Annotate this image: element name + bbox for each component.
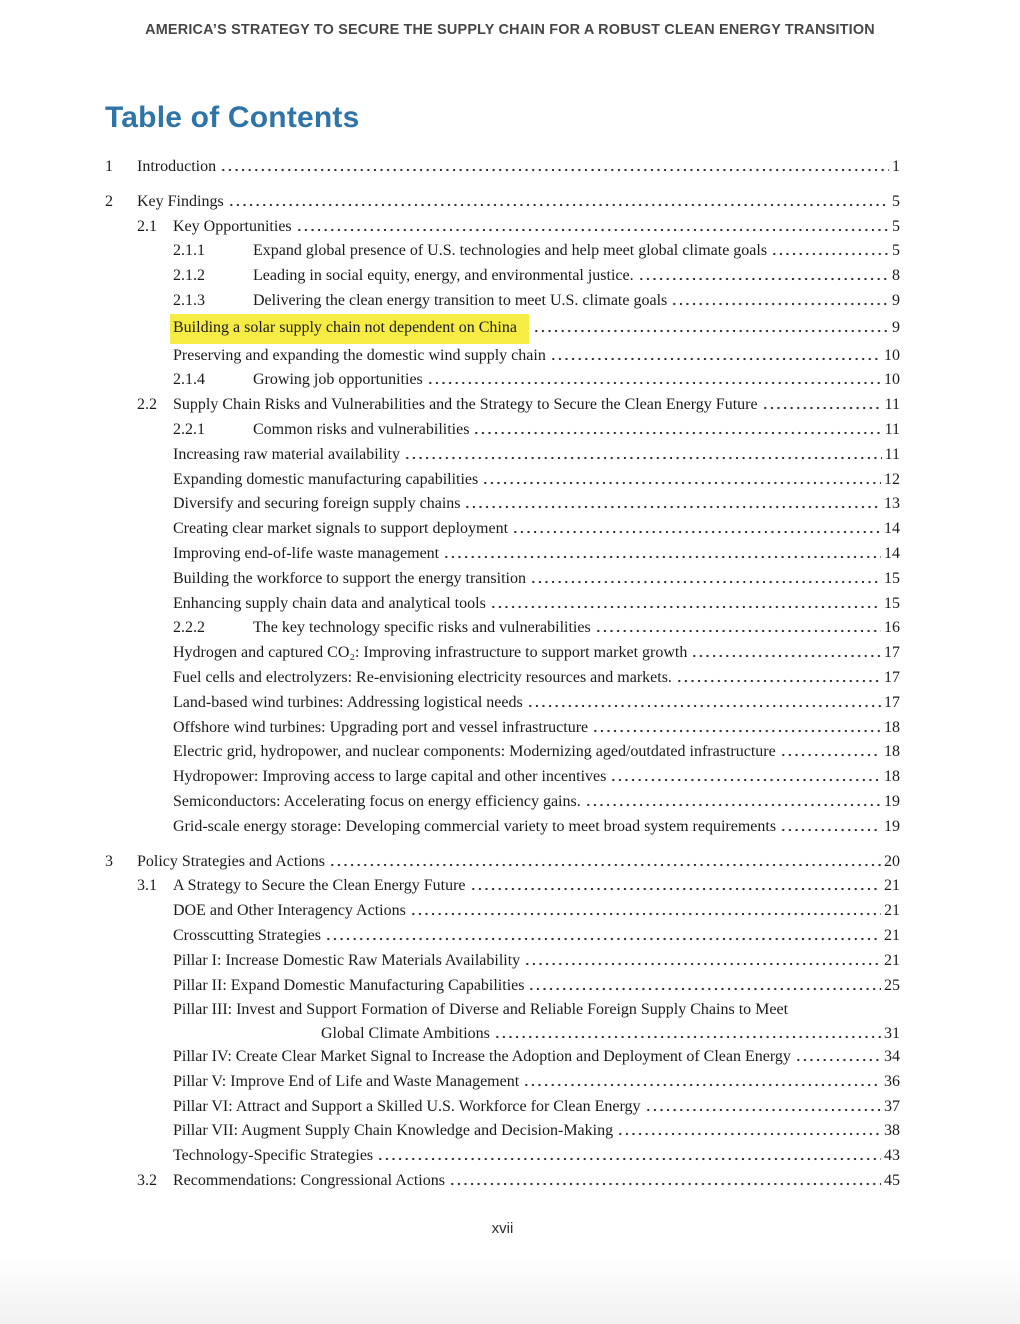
toc-entry-page: 34 (884, 1048, 900, 1066)
document-header-title: AMERICA’S STRATEGY TO SECURE THE SUPPLY CHAIN FOR A ROBUST CLEAN ENERGY TRANSITION (145, 21, 875, 38)
toc-entry[interactable] (105, 998, 900, 1045)
toc-entry-title: Electric grid, hydropower, and nuclear components: Modernizing aged/outdated infrastructure (173, 743, 776, 761)
toc-entry-page: 16 (884, 619, 900, 637)
toc-entry[interactable] (105, 974, 900, 999)
toc-entry[interactable] (105, 542, 900, 567)
toc-entry-title: Enhancing supply chain data and analytical tools (173, 594, 486, 612)
toc-entry[interactable] (105, 567, 900, 592)
toc-entry-page: 11 (884, 420, 900, 438)
dot-leader (220, 168, 889, 173)
toc-entry-page: 13 (884, 495, 900, 513)
toc-entry-page: 15 (884, 594, 900, 612)
toc-entry-number: 2.2 (137, 396, 157, 414)
toc-entry[interactable] (105, 592, 900, 617)
toc-entry[interactable] (105, 924, 900, 949)
toc-entry-title: Pillar I: Increase Domestic Raw Materials Availability (173, 951, 521, 969)
dot-leader (530, 579, 881, 584)
toc-entry-title: Recommendations: Congressional Actions (173, 1172, 445, 1190)
toc-entry-number: 2.2.2 (173, 619, 205, 637)
toc-entry[interactable] (105, 716, 900, 741)
dot-leader (494, 1035, 881, 1040)
toc-entry-title: Preserving and expanding the domestic wind supply chain (173, 346, 546, 364)
dot-leader (427, 381, 881, 386)
toc-entry-title: Key Opportunities (173, 217, 292, 235)
toc-entry-page: 31 (884, 1025, 900, 1043)
toc-entry[interactable] (105, 874, 900, 899)
toc-entry[interactable] (105, 393, 900, 418)
toc-entry[interactable] (105, 418, 900, 443)
toc-entry[interactable] (105, 616, 900, 641)
toc-entry-title-highlighted: Building a solar supply chain not dependent on China (170, 314, 529, 344)
toc-entry[interactable] (105, 949, 900, 974)
toc-entry[interactable] (105, 492, 900, 517)
toc-entry[interactable] (105, 740, 900, 765)
toc-entry-title: Leading in social equity, energy, and environmental justice. (253, 267, 634, 285)
dot-leader (676, 678, 881, 683)
toc-entry[interactable] (105, 1119, 900, 1144)
toc-entry-page: 5 (892, 217, 900, 235)
dot-leader (592, 728, 881, 733)
toc-entry-title: A Strategy to Secure the Clean Energy Future (173, 877, 466, 895)
toc-entry[interactable] (105, 815, 900, 840)
dot-leader (780, 753, 881, 758)
toc-entry-title: Expand global presence of U.S. technologies and help meet global climate goals (253, 242, 768, 260)
page-title: Table of Contents (105, 101, 360, 134)
toc-entry-title: Expanding domestic manufacturing capabilities (173, 470, 479, 488)
toc-entry[interactable] (105, 344, 900, 369)
dot-leader (470, 887, 881, 892)
dot-leader (464, 505, 881, 510)
dot-leader (617, 1132, 881, 1137)
dot-leader (449, 1182, 881, 1187)
toc-entry-page: 8 (892, 267, 900, 285)
toc-entry-page: 17 (884, 668, 900, 686)
toc-entry[interactable] (105, 517, 900, 542)
toc-entry-title: Grid-scale energy storage: Developing commercial variety to meet broad system requirements (173, 817, 777, 835)
page-number-label: xvii (491, 1220, 514, 1237)
dot-leader (762, 406, 882, 411)
toc-entry-number: 1 (105, 158, 113, 175)
toc-entry[interactable] (105, 215, 900, 240)
toc-entry[interactable] (105, 790, 900, 815)
dot-leader (533, 328, 889, 333)
toc-entry-number: 2.1.3 (173, 291, 205, 309)
toc-entry-page: 12 (884, 470, 900, 488)
toc-entry-page: 11 (884, 445, 900, 463)
toc-entry-title: Pillar II: Expand Domestic Manufacturing Capabilities (173, 976, 525, 994)
toc-entry-title: Creating clear market signals to support deployment (173, 520, 509, 538)
toc-entry-title: Offshore wind turbines: Upgrading port and vessel infrastructure (173, 718, 589, 736)
dot-leader (228, 202, 889, 207)
toc-entry-title: Semiconductors: Accelerating focus on energy efficiency gains. (173, 792, 581, 810)
toc-entry-title: Hydropower: Improving access to large capital and other incentives (173, 768, 607, 786)
toc-entry-page: 9 (892, 318, 900, 336)
toc-entry-page: 36 (884, 1072, 900, 1090)
toc-entry[interactable] (105, 765, 900, 790)
dot-leader (325, 936, 881, 941)
toc-entry-page: 21 (884, 877, 900, 895)
toc-entry-page: 15 (884, 569, 900, 587)
toc-entry-title-continued: Global Climate Ambitions (321, 1025, 490, 1043)
page-bottom-shadow (0, 1254, 1020, 1324)
toc-entry-page: 5 (892, 242, 900, 260)
dot-leader (638, 277, 889, 282)
dot-leader (404, 455, 882, 460)
dot-leader (329, 862, 881, 867)
toc-entry-title: Land-based wind turbines: Addressing logistical needs (173, 693, 523, 711)
toc-entry-page: 38 (884, 1122, 900, 1140)
toc-entry-title: DOE and Other Interagency Actions (173, 902, 406, 920)
toc-entry[interactable] (105, 468, 900, 493)
toc-entry-page: 17 (884, 644, 900, 662)
dot-leader (296, 227, 889, 232)
toc-entry-page: 43 (884, 1147, 900, 1165)
toc-entry-page: 5 (892, 192, 900, 210)
dot-leader (795, 1058, 881, 1063)
dot-leader (550, 356, 881, 361)
toc-entry-page: 19 (884, 792, 900, 810)
dot-leader (645, 1107, 881, 1112)
dot-leader (595, 629, 881, 634)
toc-entry-page: 18 (884, 768, 900, 786)
toc-entry[interactable] (105, 1070, 900, 1095)
toc-entry-page: 17 (884, 693, 900, 711)
toc-entry-page: 18 (884, 718, 900, 736)
dot-leader (377, 1157, 881, 1162)
toc-entry-page: 21 (884, 902, 900, 920)
toc-entry-page: 19 (884, 817, 900, 835)
dot-leader (691, 654, 881, 659)
toc-entry-title: Supply Chain Risks and Vulnerabilities and the Strategy to Secure the Clean Energy Future (173, 396, 758, 414)
toc-entry-page: 10 (884, 346, 900, 364)
toc-entry-title: Pillar VII: Augment Supply Chain Knowledge and Decision-Making (173, 1122, 614, 1140)
dot-leader (671, 301, 889, 306)
dot-leader (524, 961, 881, 966)
toc-entry[interactable] (105, 1169, 900, 1194)
toc-entry-title: Delivering the clean energy transition to meet U.S. climate goals (253, 291, 668, 309)
toc-entry-title: Policy Strategies and Actions (137, 852, 325, 870)
toc-entry-page: 11 (884, 396, 900, 414)
dot-leader (523, 1082, 881, 1087)
dot-leader (610, 778, 881, 783)
dot-leader (473, 430, 881, 435)
toc-entry-title: Building the workforce to support the energy transition (173, 569, 526, 587)
toc-entry-number: 2 (105, 192, 113, 210)
toc-entry[interactable] (105, 239, 900, 264)
toc-entry[interactable] (105, 899, 900, 924)
dot-leader (527, 703, 881, 708)
toc-entry[interactable] (105, 155, 900, 180)
toc-entry-page: 18 (884, 743, 900, 761)
toc-entry-title: Key Findings (137, 192, 224, 210)
toc-entry[interactable] (105, 190, 900, 215)
toc-entry-page: 21 (884, 951, 900, 969)
dot-leader (482, 480, 881, 485)
dot-leader (410, 912, 881, 917)
toc-entry-number: 2.1.2 (173, 267, 205, 285)
toc-entry[interactable] (105, 314, 900, 344)
toc-entry-title: Pillar III: Invest and Support Formation of Diverse and Reliable Foreign Supply Chains to Meet (173, 1001, 789, 1019)
toc-entry[interactable] (105, 1045, 900, 1070)
dot-leader (585, 802, 881, 807)
dot-leader (528, 986, 881, 991)
toc-entry-title: Fuel cells and electrolyzers: Re-envisioning electricity resources and markets. (173, 668, 672, 686)
toc-entry[interactable] (105, 443, 900, 468)
toc-entry-title: Hydrogen and captured CO₂: Improving infrastructure to support market growth (173, 644, 688, 662)
toc-entry[interactable] (105, 850, 900, 875)
toc-entry[interactable] (105, 666, 900, 691)
toc-entry[interactable] (105, 289, 900, 314)
toc-entry-page: 9 (892, 291, 900, 309)
toc-entry[interactable] (105, 1144, 900, 1169)
toc-entry-title: Pillar V: Improve End of Life and Waste Management (173, 1072, 520, 1090)
toc-entry[interactable] (105, 264, 900, 289)
dot-leader (780, 827, 881, 832)
toc-entry-line1 (173, 998, 900, 1023)
toc-entry-page: 20 (884, 852, 900, 870)
toc-entry[interactable] (105, 691, 900, 716)
dot-leader (490, 604, 881, 609)
toc-entry-page: 37 (884, 1097, 900, 1115)
toc-entry-number: 2.1.4 (173, 371, 205, 389)
toc-entry-number: 3.1 (137, 877, 157, 895)
toc-list (105, 155, 900, 1194)
toc-entry-line2 (173, 1023, 900, 1045)
dot-leader (771, 252, 889, 257)
toc-entry-number: 2.2.1 (173, 420, 205, 438)
toc-entry-number: 2.1.1 (173, 242, 205, 260)
toc-entry-page: 45 (884, 1172, 900, 1190)
toc-entry-title: Pillar VI: Attract and Support a Skilled U.S. Workforce for Clean Energy (173, 1097, 641, 1115)
toc-entry-number: 2.1 (137, 217, 157, 235)
toc-entry-title: Common risks and vulnerabilities (253, 420, 470, 438)
toc-entry-title: Improving end-of-life waste management (173, 544, 440, 562)
toc-entry[interactable] (105, 1095, 900, 1120)
toc-entry-page: 14 (884, 544, 900, 562)
toc-entry-page: 14 (884, 520, 900, 538)
toc-entry-page: 1 (892, 158, 900, 175)
toc-entry-page: 10 (884, 371, 900, 389)
toc-entry-page: 25 (884, 976, 900, 994)
dot-leader (443, 554, 881, 559)
toc-entry-title: Introduction (137, 158, 217, 175)
toc-entry-title: Growing job opportunities (253, 371, 423, 389)
toc-entry-title: Diversify and securing foreign supply chains (173, 495, 461, 513)
toc-entry-title: Crosscutting Strategies (173, 926, 321, 944)
dot-leader (512, 530, 881, 535)
toc-entry[interactable] (105, 641, 900, 666)
toc-entry-page: 21 (884, 926, 900, 944)
toc-entry[interactable] (105, 368, 900, 393)
toc-entry-title: The key technology specific risks and vulnerabilities (253, 619, 591, 637)
toc-entry-title: Increasing raw material availability (173, 445, 401, 463)
toc-entry-number: 3.2 (137, 1172, 157, 1190)
toc-entry-title: Technology-Specific Strategies (173, 1147, 374, 1165)
toc-entry-number: 3 (105, 852, 113, 870)
toc-entry-title: Pillar IV: Create Clear Market Signal to Increase the Adoption and Deployment of Clean Energy (173, 1048, 791, 1066)
